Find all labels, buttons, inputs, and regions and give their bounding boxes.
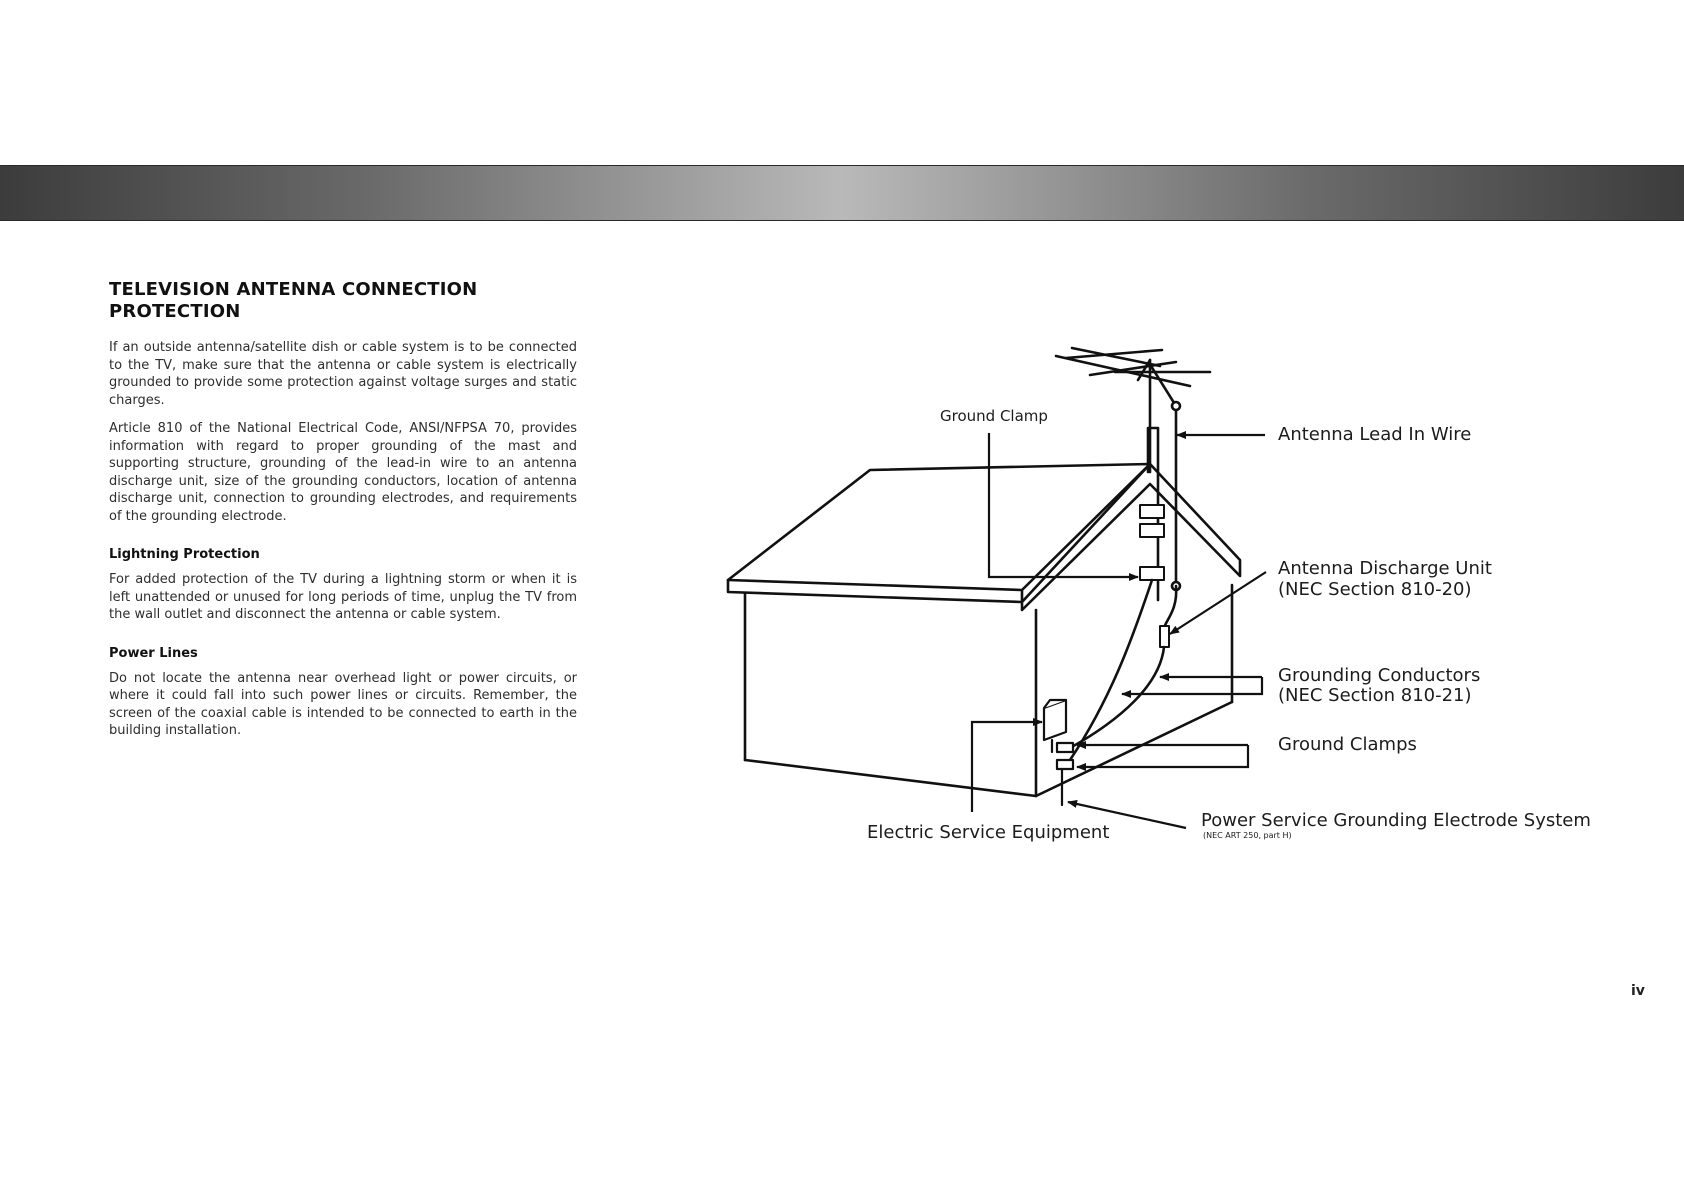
discharge-unit-pointer [1170, 572, 1266, 634]
power-service-reference-label: (NEC ART 250, part H) [1203, 831, 1292, 840]
intro-paragraph: If an outside antenna/satellite dish or cable system is to be connected to the TV, make sure that the antenna or cable system is electrically grounded to provide some protection against voltage surges and static charges. [109, 340, 577, 408]
antenna-elements [1056, 348, 1210, 386]
page-title: TELEVISION ANTENNA CONNECTION PROTECTION [109, 279, 478, 322]
discharge-unit-section-label: (NEC Section 810-20) [1278, 579, 1472, 600]
power-lines-paragraph: Do not locate the antenna near overhead light or power circuits, or where it could fall into such power lines or circuits. Remember, the screen of the coaxial cable is intended to be connected to earth in the building installation. [109, 670, 577, 738]
mast-clamps [1140, 505, 1164, 580]
page-number: iv [1631, 983, 1645, 999]
lead-in-wire [1070, 586, 1176, 748]
grounding-conductor [1070, 580, 1152, 760]
ground-clamps-label: Ground Clamps [1278, 734, 1417, 755]
power-service-label: Power Service Grounding Electrode System [1201, 810, 1591, 831]
electric-service-pointer [972, 722, 1042, 812]
antenna-lead-in-wire-label: Antenna Lead In Wire [1278, 424, 1472, 445]
power-lines-heading: Power Lines [109, 645, 198, 661]
antenna-grounding-diagram [720, 340, 1600, 860]
text-column [109, 279, 577, 751]
discharge-unit-label: Antenna Discharge Unit [1278, 558, 1492, 579]
ground-clamp-label: Ground Clamp [940, 407, 1048, 425]
grounding-conductors-section-label: (NEC Section 810-21) [1278, 685, 1472, 706]
lightning-heading: Lightning Protection [109, 547, 260, 562]
header-band [0, 165, 1684, 221]
electric-service-equipment-label: Electric Service Equipment [867, 822, 1110, 843]
grounding-conductors-label: Grounding Conductors [1278, 665, 1481, 686]
article-paragraph: Article 810 of the National Electrical Code, ANSI/NFPSA 70, provides information with regard to proper grounding of the mast and supporting structure, grounding of the lead-in wire to an antenna discharge unit, size of the grounding conductors, location of antenna discharge unit, connection to grounding electrodes, and requirements of the grounding electrode. [109, 421, 577, 524]
lightning-paragraph: For added protection of the TV during a lightning storm or when it is left unattended or unused for long periods of time, unplug the TV from the wall outlet and disconnect the antenna or cable system. [109, 572, 577, 622]
